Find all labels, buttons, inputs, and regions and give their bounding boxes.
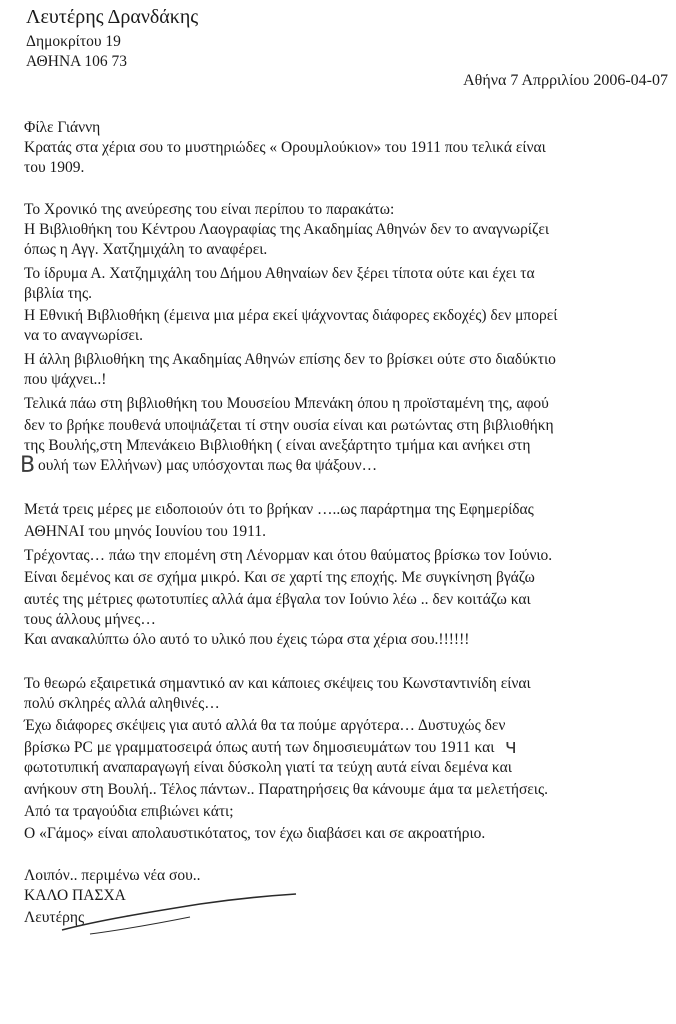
body-line: Το θεωρώ εξαιρετικά σημαντικό αν και κάποιες σκέψεις του Κωνσταντινίδη είναι bbox=[24, 675, 531, 692]
body-line: Η Εθνική Βιβλιοθήκη (έμεινα μια μέρα εκεί ψάχνοντας διάφορες εκδοχές) δεν μπορεί bbox=[24, 307, 558, 324]
body-line: Μετά τρεις μέρες με ειδοποιούν ότι το βρήκαν …..ως παράρτημα της Εφημερίδας bbox=[24, 501, 534, 518]
body-line: τους άλλους μήνες… bbox=[24, 611, 156, 628]
body-line: Έχω διάφορες σκέψεις για αυτό αλλά θα τα πούμε αργότερα… Δυστυχώς δεν bbox=[24, 717, 506, 734]
body-line: να το αναγνωρίσει. bbox=[24, 327, 143, 344]
body-line: Κρατάς στα χέρια σου το μυστηριώδες « Ορουμλούκιον» του 1911 που τελικά είναι bbox=[24, 139, 546, 156]
handwritten-u-mark: ч bbox=[505, 734, 517, 758]
body-line: Τελικά πάω στη βιβλιοθήκη του Μουσείου Μπενάκη όπου η προϊσταμένη της, αφού bbox=[24, 395, 549, 412]
handwritten-signature bbox=[60, 890, 300, 950]
body-line: Το ίδρυμα Α. Χατζημιχάλη του Δήμου Αθηναίων δεν ξέρει τίποτα ούτε και έχει τα bbox=[24, 265, 535, 282]
handwritten-b-mark: Β bbox=[20, 453, 36, 478]
body-line: Το Χρονικό της ανεύρεσης του είναι περίπου το παρακάτω: bbox=[24, 201, 395, 218]
salutation: Φίλε Γιάννη bbox=[24, 119, 101, 136]
sender-street: Δημοκρίτου 19 bbox=[26, 33, 121, 50]
body-line: Από τα τραγούδια επιβιώνει κάτι; bbox=[24, 803, 234, 820]
body-line: Είναι δεμένος και σε σχήμα μικρό. Και σε χαρτί της εποχής. Με συγκίνηση βγάζω bbox=[24, 569, 535, 586]
sender-city: ΑΘΗΝΑ 106 73 bbox=[26, 53, 127, 70]
body-line: που ψάχνει..! bbox=[24, 371, 107, 388]
body-line: φωτοτυπική αναπαραγωγή είναι δύσκολη γιατί τα τεύχη αυτά είναι δεμένα και bbox=[24, 759, 512, 776]
body-line: δεν το βρήκε πουθενά υποψιάζεται τί στην ουσία είναι και ρωτώντας στη βιβλιοθήκη bbox=[24, 417, 554, 434]
body-line: βρίσκω PC με γραμματοσειρά όπως αυτή των δημοσιευμάτων του 1911 και bbox=[24, 739, 495, 756]
body-line: όπως η Αγγ. Χατζημιχάλη το αναφέρει. bbox=[24, 241, 268, 258]
body-line: ανήκουν στη Βουλή.. Τέλος πάντων.. Παρατηρήσεις θα κάνουμε άμα τα μελετήσεις. bbox=[24, 781, 548, 798]
body-line: του 1909. bbox=[24, 159, 85, 176]
body-line: αυτές της μέτριες φωτοτυπίες αλλά άμα έβγαλα τον Ιούνιο λέω .. δεν κοιτάζω και bbox=[24, 591, 531, 608]
body-line: ΑΘΗΝΑΙ του μηνός Ιουνίου του 1911. bbox=[24, 523, 266, 540]
body-line: της Βουλής,στη Μπενάκειο Βιβλιοθήκη ( είναι ανεξάρτητο τμήμα και ανήκει στη bbox=[24, 437, 531, 454]
closing-line: Λοιπόν.. περιμένω νέα σου.. bbox=[24, 867, 201, 884]
body-line: Ο «Γάμος» είναι απολαυστικότατος, τον έχω διαβάσει και σε ακροατήριο. bbox=[24, 825, 486, 842]
letter-date: Αθήνα 7 Απρριλίου 2006-04-07 bbox=[463, 72, 668, 89]
body-line: ουλή των Ελλήνων) μας υπόσχονται πως θα ψάξουν… bbox=[38, 457, 378, 474]
sender-name: Λευτέρης Δρανδάκης bbox=[26, 6, 199, 28]
closing-greeting: ΚΑΛΟ ΠΑΣΧΑ bbox=[24, 887, 126, 904]
body-line: Και ανακαλύπτω όλο αυτό το υλικό που έχεις τώρα στα χέρια σου.!!!!!! bbox=[24, 631, 470, 648]
body-line: Η Βιβλιοθήκη του Κέντρου Λαογραφίας της Ακαδημίας Αθηνών δεν το αναγνωρίζει bbox=[24, 221, 550, 238]
body-line: Τρέχοντας… πάω την επομένη στη Λένορμαν και ότου θαύματος βρίσκω τον Ιούνιο. bbox=[24, 547, 553, 564]
body-line: Η άλλη βιβλιοθήκη της Ακαδημίας Αθηνών επίσης δεν το βρίσκει ούτε στο διαδύκτιο bbox=[24, 351, 556, 368]
body-line: βιβλία της. bbox=[24, 285, 92, 302]
closing-signature-name: Λευτέρης bbox=[24, 909, 85, 926]
body-line: πολύ σκληρές αλλά αληθινές… bbox=[24, 695, 220, 712]
